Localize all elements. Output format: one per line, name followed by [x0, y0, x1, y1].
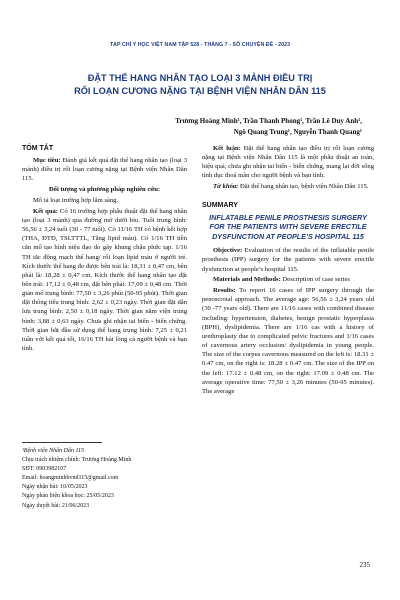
footnote-received: Ngày nhận bài: 10/05/2023	[22, 484, 88, 491]
en-results-text: To report 16 cases of IPP surgery through the penoscrotal approach. The average age: 56,56 ± 3,24 years old (30 -77 years old). There are 11/16 cases with combined disease including: hypertension, diabetes, benign prostatic hyperplasia (BPH), dyslipidemia. There are 1/16 cas with a history of urethroplasty due to complicated pelvic fractures and 1/16 cases of cavernous artery occlusion/ dyslipidemia in young people. The size of the corpus cavernous measured on the left is: 18.31 ± 0.47 cm, on the right is: 18.28 ± 0.47 cm. The size of the IPP on the left: 17.12 ± 0.48 cm, on the right: 17.09 ± 0.48 cm. The average operative time: 77,50 ± 3,26 minutes (50-95 minutes). The average	[202, 287, 374, 395]
summary-heading: SUMMARY	[202, 202, 238, 210]
footnote-responsible: Chịu trách nhiệm chính: Trương Hoàng Minh	[22, 457, 132, 464]
methods-label: Đối tượng và phương pháp nghiên cứu:	[48, 186, 161, 194]
article-title-line-1: ĐẶT THỂ HANG NHÂN TẠO LOẠI 3 MẢNH ĐIỀU TRỊ	[87, 73, 313, 83]
en-results-paragraph	[202, 286, 374, 396]
en-objective-text: Evaluation of the results of the inflatable penile prosthesis (IPP) surgery for the patients with severe erectile dysfunction at people’s hospital 115.	[202, 247, 374, 273]
results-text: Có 16 trường hợp phẫu thuật đặt thể hang nhân tạo (loại 3 mảnh) qua đường mở dưới bìu. Tuổi trung bình: 56,56 ± 3,24 tuổi (30 - 77 tuổi). Có 11/16 TH có bệnh kết hợp (THA, ĐTĐ, TSLTTTL, Tăng lipid máu). Có 1/16 TH tiền căn mổ tạo hình niệu đạo do gãy khung chậu phức tạp. 1/16 TH tắc động mạch thể hang/ rối loạn lipid máu ở người trẻ. Kích thước thể hang đo được bên trái là: 18,31 ± 0,47 cm, bên phải là: 18,28 ± 0,47 cm. Kích thước thể hang nhân tạo đặt bên trái: 17,12 ± 0,48 cm, đặt bên phải: 17,09 ± 0,48 cm. Thời gian mổ trung bình: 77,50 ± 3,26 phút (50-95 phút). Thời gian đặt thông tiểu trung bình: 2,62 ± 0,23 ngày. Thời gian đặt dẫn lưu trung bình: 2,50 ± 0,18 ngày. Thời gian nằm viện trung bình: 3,88 ± 0,63 ngày. Chưa ghi nhận tai biến - biến chứng. Thời gian bắt đầu sử dụng thể hang trung bình: 7,25 ± 0,21 tuần với kết quả tốt, 16/16 TH hài lòng cả người bệnh và bạn tình.	[22, 207, 187, 353]
conclusion-paragraph	[202, 144, 374, 181]
objective-label: Mục tiêu:	[33, 157, 61, 165]
conclusion-label: Kết luận:	[213, 145, 241, 152]
keywords-text: Đặt thể hang nhân tạo, bệnh viện Nhân Dân 115.	[238, 183, 369, 191]
english-title: INFLATABLE PENILE PROSTHESIS SURGERY FOR THE PATIENTS WITH SEVERE ERECTILE DYSFUNCTION AT PEOPLE’S HOSPITAL 115	[209, 212, 367, 241]
author-line-2: Ngô Quang Trung¹, Nguyễn Thanh Quang¹	[233, 127, 362, 136]
right-column	[202, 144, 374, 398]
objective-paragraph	[22, 156, 187, 183]
abstract-heading: TÓM TẮT	[22, 145, 54, 152]
en-methods-text: Description of case series	[280, 276, 350, 284]
results-paragraph	[22, 207, 187, 354]
page-number: 235	[359, 561, 370, 569]
footnote-block	[22, 447, 187, 511]
en-results-label: Results:	[213, 287, 236, 295]
keywords-label: Từ khóa:	[213, 183, 239, 191]
abstract-vietnamese	[22, 144, 187, 355]
objective-text: Đánh giá kết quả đặt thể hang nhân tạo (loại 3 mảnh) điều trị rối loạn cương nặng tại Bệnh viện Nhân Dân 115.	[22, 157, 187, 183]
footnote-email: Email: hoangminhbvnd115@gmail.com	[22, 475, 119, 482]
footnote-accepted: Ngày duyệt bài: 21/06/2023	[22, 502, 90, 509]
keywords-paragraph	[202, 182, 374, 191]
footnote-phone: SĐT: 0903982107	[22, 466, 67, 473]
en-objective-paragraph	[202, 246, 374, 273]
en-methods-paragraph	[202, 275, 374, 284]
conclusion-text: Đặt thể hang nhân tạo điều trị rối loạn cương nặng tại Bệnh viện Nhân Dân 115 là một phẫu thuật an toàn, hiệu quả, chưa ghi nhận tai biến - biến chứng, mang lại đời sống tình dục thoả mãn cho người bệnh và bạn tình.	[202, 145, 374, 180]
footnote-affiliation: ¹Bệnh viện Nhân Dân 115	[22, 448, 85, 454]
author-line-1: Trương Hoàng Minh¹, Trần Thanh Phong¹, Trần Lê Duy Anh¹,	[175, 117, 362, 125]
en-methods-label: Materials and Methods:	[213, 276, 281, 284]
en-objective-label: Objective:	[213, 247, 243, 255]
article-title-line-2: RỐI LOẠN CƯƠNG NẶNG TẠI BỆNH VIỆN NHÂN DÂN 115	[74, 86, 326, 96]
footnote-divider	[22, 442, 102, 443]
methods-text: Mô tả loạt trường hợp lâm sàng.	[33, 196, 119, 204]
author-list	[82, 116, 362, 137]
running-head: TẠP CHÍ Y HỌC VIỆT NAM TẬP 528 - THÁNG 7 - SỐ CHUYÊN ĐỀ - 2023	[109, 42, 291, 48]
footnote-reviewed: Ngày phản biện khoa học: 25/05/2023	[22, 493, 114, 500]
article-title	[30, 72, 370, 98]
results-label: Kết quả:	[33, 207, 58, 215]
